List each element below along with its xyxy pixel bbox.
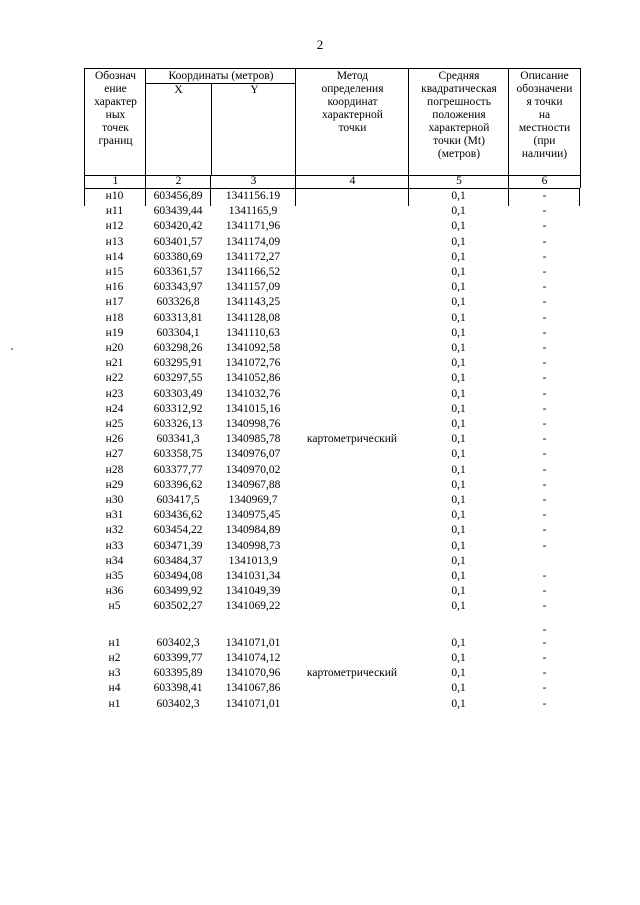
x-coordinate-cell: 603471,39 bbox=[153, 539, 203, 552]
accuracy-cell: 0,1 bbox=[451, 697, 466, 710]
accuracy-cell: 0,1 bbox=[451, 281, 466, 294]
accuracy-cell: 0,1 bbox=[451, 554, 466, 567]
header-description bbox=[508, 68, 581, 177]
y-coordinate-cell: 1341156.19 bbox=[225, 190, 281, 202]
x-coordinate-cell: 603298,26 bbox=[153, 342, 203, 354]
y-coordinate-cell: 1341171,96 bbox=[225, 220, 281, 233]
description-cell: - bbox=[542, 600, 547, 613]
header-accuracy bbox=[408, 68, 509, 177]
y-coordinate-cell: 1341067,86 bbox=[225, 682, 281, 695]
description-cell: - bbox=[542, 402, 547, 415]
scan-speck bbox=[11, 348, 13, 350]
point-id-cell: н35 bbox=[105, 570, 124, 582]
y-coordinate-cell: 1341110,63 bbox=[226, 326, 280, 339]
description-cell: - bbox=[542, 296, 547, 309]
x-coordinate-cell: 603361,57 bbox=[153, 266, 203, 278]
accuracy-cell: 0,1 bbox=[451, 296, 466, 309]
header-line: обозначени bbox=[516, 83, 573, 95]
accuracy-cell: 0,1 bbox=[451, 387, 466, 400]
header-line: Описание bbox=[520, 70, 569, 82]
table-row bbox=[84, 447, 580, 462]
description-cell: - bbox=[542, 372, 547, 385]
accuracy-cell: 0,1 bbox=[451, 539, 466, 552]
accuracy-cell: 0,1 bbox=[451, 250, 466, 263]
header-x: X bbox=[174, 84, 183, 96]
header-line: точек bbox=[102, 122, 129, 134]
description-cell: - bbox=[542, 463, 547, 476]
y-coordinate-cell: 1341174,09 bbox=[225, 235, 281, 248]
header-line: точки bbox=[338, 122, 367, 134]
accuracy-cell: 0,1 bbox=[451, 357, 466, 370]
accuracy-cell: 0,1 bbox=[451, 235, 466, 248]
header-line: (при bbox=[533, 135, 556, 147]
description-cell: - bbox=[542, 570, 547, 582]
table-row bbox=[84, 417, 580, 432]
y-coordinate-cell: 1341071,01 bbox=[225, 697, 281, 710]
description-cell: - bbox=[542, 433, 547, 446]
table-row bbox=[84, 478, 580, 493]
description-cell: - bbox=[542, 342, 547, 354]
header-point-designation bbox=[84, 68, 146, 177]
description-cell: - bbox=[542, 524, 547, 537]
description-cell: - bbox=[542, 494, 547, 506]
table-row bbox=[84, 569, 580, 584]
x-coordinate-cell: 603502,27 bbox=[153, 600, 203, 613]
table-row bbox=[84, 250, 580, 265]
header-line: ение bbox=[104, 83, 127, 95]
description-cell: - bbox=[542, 311, 547, 324]
y-coordinate-cell: 1341166,52 bbox=[225, 266, 281, 278]
table-row bbox=[84, 636, 580, 651]
description-cell: - bbox=[542, 235, 547, 248]
table-row bbox=[84, 508, 580, 523]
x-coordinate-cell: 603484,37 bbox=[153, 554, 203, 567]
point-id-cell: н32 bbox=[105, 524, 124, 537]
y-coordinate-cell: 1340984,89 bbox=[225, 524, 281, 537]
table-row bbox=[84, 280, 580, 295]
y-coordinate-cell: 1341032,76 bbox=[225, 387, 281, 400]
header-line: Обознач bbox=[94, 70, 137, 82]
x-coordinate-cell: 603396,62 bbox=[153, 478, 203, 491]
y-coordinate-cell: 1341069,22 bbox=[225, 600, 281, 613]
y-coordinate-cell: 1341128,08 bbox=[225, 311, 281, 324]
table-row bbox=[84, 235, 580, 250]
y-coordinate-cell: 1340976,07 bbox=[225, 448, 281, 461]
table-row bbox=[84, 463, 580, 478]
point-id-cell: н15 bbox=[105, 266, 124, 278]
table-row bbox=[84, 387, 580, 402]
description-cell: - bbox=[542, 539, 547, 552]
description-cell: - bbox=[542, 478, 547, 491]
x-coordinate-cell: 603417,5 bbox=[156, 494, 200, 506]
y-coordinate-cell: 1341092,58 bbox=[225, 342, 281, 354]
header-line: характерной bbox=[428, 122, 490, 134]
table-row bbox=[84, 599, 580, 614]
accuracy-cell: 0,1 bbox=[451, 205, 466, 218]
accuracy-cell: 0,1 bbox=[451, 266, 466, 278]
header-method bbox=[295, 68, 409, 177]
table-row bbox=[84, 539, 580, 554]
point-id-cell: н3 bbox=[108, 667, 121, 680]
table-row bbox=[84, 189, 580, 204]
point-id-cell: н30 bbox=[105, 494, 124, 506]
point-id-cell: н26 bbox=[105, 433, 124, 446]
table-row bbox=[84, 432, 580, 447]
x-coordinate-cell: 603343,97 bbox=[153, 281, 203, 294]
header-line: положения bbox=[432, 109, 486, 121]
x-coordinate-cell: 603399,77 bbox=[153, 652, 203, 664]
header-line: определения bbox=[321, 83, 384, 95]
accuracy-cell: 0,1 bbox=[451, 190, 466, 202]
point-id-cell: н23 bbox=[105, 387, 124, 400]
header-line: на bbox=[538, 109, 551, 121]
description-cell: - bbox=[542, 357, 547, 370]
description-cell: - bbox=[542, 509, 547, 522]
table-row bbox=[84, 341, 580, 356]
y-coordinate-cell: 1341143,25 bbox=[225, 296, 281, 309]
point-id-cell: н14 bbox=[105, 250, 124, 263]
table-row bbox=[84, 204, 580, 219]
table-row bbox=[84, 681, 580, 696]
column-number: 3 bbox=[210, 175, 296, 188]
table-row bbox=[84, 584, 580, 599]
column-number: 1 bbox=[84, 175, 146, 188]
column-number: 2 bbox=[145, 175, 211, 188]
x-coordinate-cell: 603402,3 bbox=[156, 697, 200, 710]
x-coordinate-cell: 603420,42 bbox=[153, 220, 203, 233]
accuracy-cell: 0,1 bbox=[451, 372, 466, 385]
accuracy-cell: 0,1 bbox=[451, 524, 466, 537]
point-id-cell: н5 bbox=[108, 600, 121, 613]
description-cell: - bbox=[542, 266, 547, 278]
y-coordinate-cell: 1341013,9 bbox=[228, 554, 278, 567]
column-number: 5 bbox=[408, 175, 509, 188]
description-cell: - bbox=[542, 387, 547, 400]
header-coordinates-group bbox=[145, 68, 296, 175]
method-cell: картометрический bbox=[306, 667, 398, 680]
header-coordinates: Координаты (метров) bbox=[146, 68, 296, 84]
x-coordinate-cell: 603295,91 bbox=[153, 357, 203, 370]
description-cell: - bbox=[542, 326, 547, 339]
point-id-cell: н28 bbox=[105, 463, 124, 476]
point-id-cell: н10 bbox=[105, 190, 124, 202]
header-line: границ bbox=[98, 135, 133, 147]
x-coordinate-cell: 603358,75 bbox=[153, 448, 203, 461]
description-cell: - bbox=[542, 636, 547, 649]
header-line: Средняя bbox=[438, 70, 480, 82]
y-coordinate-cell: 1341015,16 bbox=[225, 402, 281, 415]
table-row bbox=[84, 265, 580, 280]
table-row bbox=[84, 311, 580, 326]
accuracy-cell: 0,1 bbox=[451, 448, 466, 461]
y-coordinate-cell: 1341049,39 bbox=[225, 585, 281, 598]
point-id-cell: н31 bbox=[105, 509, 124, 522]
description-cell: - bbox=[542, 448, 547, 461]
accuracy-cell: 0,1 bbox=[451, 682, 466, 695]
y-coordinate-cell: 1341071,01 bbox=[225, 636, 281, 649]
header-line: точки (Mt) bbox=[433, 135, 485, 147]
accuracy-cell: 0,1 bbox=[451, 311, 466, 324]
x-coordinate-cell: 603456,89 bbox=[153, 190, 203, 202]
header-line: я точки bbox=[526, 96, 563, 108]
y-coordinate-cell: 1340975,45 bbox=[225, 509, 281, 522]
accuracy-cell: 0,1 bbox=[451, 600, 466, 613]
accuracy-cell: 0,1 bbox=[451, 418, 466, 430]
y-coordinate-cell: 1340967,88 bbox=[225, 478, 281, 491]
x-coordinate-cell: 603454,22 bbox=[153, 524, 203, 537]
accuracy-cell: 0,1 bbox=[451, 509, 466, 522]
x-coordinate-cell: 603303,49 bbox=[153, 387, 203, 400]
column-number: 4 bbox=[295, 175, 409, 188]
point-id-cell: н13 bbox=[105, 235, 124, 248]
accuracy-cell: 0,1 bbox=[451, 220, 466, 233]
accuracy-cell: 0,1 bbox=[451, 570, 466, 582]
header-line: характер bbox=[94, 96, 137, 108]
header-line: (метров) bbox=[437, 148, 481, 160]
y-coordinate-cell: 1340970,02 bbox=[225, 463, 281, 476]
description-cell: - bbox=[542, 190, 547, 202]
point-id-cell: н2 bbox=[108, 652, 121, 664]
accuracy-cell: 0,1 bbox=[451, 342, 466, 354]
table-row bbox=[84, 295, 580, 310]
point-id-cell: н34 bbox=[105, 554, 124, 567]
point-id-cell: н1 bbox=[108, 636, 121, 649]
x-coordinate-cell: 603499,92 bbox=[153, 585, 203, 598]
y-coordinate-cell: 1341172,27 bbox=[225, 250, 281, 263]
page-number: 2 bbox=[316, 37, 324, 52]
point-id-cell: н22 bbox=[105, 372, 124, 385]
x-coordinate-cell: 603402,3 bbox=[156, 636, 200, 649]
table-header bbox=[84, 68, 579, 175]
y-coordinate-cell: 1340998,76 bbox=[225, 418, 281, 430]
point-id-cell: н18 bbox=[105, 311, 124, 324]
point-id-cell: н21 bbox=[105, 357, 124, 370]
x-coordinate-cell: 603313,81 bbox=[153, 311, 203, 324]
y-coordinate-cell: 1341072,76 bbox=[225, 357, 281, 370]
x-coordinate-cell: 603398,41 bbox=[153, 682, 203, 695]
accuracy-cell: 0,1 bbox=[451, 652, 466, 664]
x-coordinate-cell: 603494,08 bbox=[153, 570, 203, 582]
description-cell: - bbox=[542, 220, 547, 233]
point-id-cell: н1 bbox=[108, 697, 121, 710]
point-id-cell: н17 bbox=[105, 296, 124, 309]
description-cell: - bbox=[542, 682, 547, 695]
point-id-cell: н16 bbox=[105, 281, 124, 294]
description-cell: - bbox=[542, 697, 547, 710]
description-cell: - bbox=[542, 250, 547, 263]
description-cell: - bbox=[542, 623, 547, 636]
table-row bbox=[84, 356, 580, 371]
method-cell: картометрический bbox=[306, 433, 398, 446]
table-row bbox=[84, 697, 580, 712]
x-coordinate-cell: 603297,55 bbox=[153, 372, 203, 385]
table-row bbox=[84, 651, 580, 666]
description-cell: - bbox=[542, 652, 547, 664]
column-number: 6 bbox=[508, 175, 581, 188]
y-coordinate-cell: 1341031,34 bbox=[225, 570, 281, 582]
accuracy-cell: 0,1 bbox=[451, 636, 466, 649]
x-coordinate-cell: 603326,8 bbox=[156, 296, 200, 309]
point-id-cell: н29 bbox=[105, 478, 124, 491]
y-coordinate-cell: 1340985,78 bbox=[225, 433, 281, 446]
description-cell: - bbox=[542, 205, 547, 218]
column-numbers-row bbox=[84, 175, 580, 188]
point-id-cell: н25 bbox=[105, 418, 124, 430]
table-row bbox=[84, 371, 580, 386]
y-coordinate-cell: 1340969,7 bbox=[228, 494, 278, 506]
header-y: Y bbox=[211, 84, 297, 175]
header-line: квадратическая bbox=[421, 83, 497, 95]
y-coordinate-cell: 1341052,86 bbox=[225, 372, 281, 385]
x-coordinate-cell: 603377,77 bbox=[153, 463, 203, 476]
x-coordinate-cell: 603436,62 bbox=[153, 509, 203, 522]
x-coordinate-cell: 603326,13 bbox=[153, 418, 203, 430]
description-cell: - bbox=[542, 281, 547, 294]
point-id-cell: н4 bbox=[108, 682, 121, 695]
table-row bbox=[84, 326, 580, 341]
x-coordinate-cell: 603312,92 bbox=[153, 402, 203, 415]
accuracy-cell: 0,1 bbox=[451, 433, 466, 446]
table-row bbox=[84, 554, 580, 569]
point-id-cell: н20 bbox=[105, 342, 124, 354]
header-line: координат bbox=[327, 96, 378, 108]
point-id-cell: н24 bbox=[105, 402, 124, 415]
x-coordinate-cell: 603304,1 bbox=[156, 326, 200, 339]
description-cell: - bbox=[542, 667, 547, 680]
point-id-cell: н33 bbox=[105, 539, 124, 552]
x-coordinate-cell: 603401,57 bbox=[153, 235, 203, 248]
table-row bbox=[84, 402, 580, 417]
table-row bbox=[84, 493, 580, 508]
point-id-cell: н12 bbox=[105, 220, 124, 233]
header-line: погрешность bbox=[427, 96, 491, 108]
y-coordinate-cell: 1341070,96 bbox=[225, 667, 281, 680]
x-coordinate-cell: 603439,44 bbox=[153, 205, 203, 218]
y-coordinate-cell: 1341157,09 bbox=[225, 281, 281, 294]
header-line: ных bbox=[105, 109, 126, 121]
y-coordinate-cell: 1341074,12 bbox=[225, 652, 281, 664]
x-coordinate-cell: 603341,3 bbox=[156, 433, 200, 446]
accuracy-cell: 0,1 bbox=[451, 463, 466, 476]
table-row bbox=[84, 219, 580, 234]
accuracy-cell: 0,1 bbox=[451, 667, 466, 680]
accuracy-cell: 0,1 bbox=[451, 402, 466, 415]
accuracy-cell: 0,1 bbox=[451, 494, 466, 506]
point-id-cell: н19 bbox=[105, 326, 124, 339]
header-line: характерной bbox=[322, 109, 383, 121]
accuracy-cell: 0,1 bbox=[451, 326, 466, 339]
header-top-rule bbox=[84, 68, 580, 69]
description-cell: - bbox=[542, 418, 547, 430]
header-line: наличии) bbox=[521, 148, 568, 160]
point-id-cell: н36 bbox=[105, 585, 124, 598]
header-line: местности bbox=[518, 122, 571, 134]
x-coordinate-cell: 603395,89 bbox=[153, 667, 203, 680]
table-row bbox=[84, 523, 580, 538]
x-coordinate-cell: 603380,69 bbox=[153, 250, 203, 263]
point-id-cell: н11 bbox=[105, 205, 124, 218]
y-coordinate-cell: 1341165,9 bbox=[228, 205, 278, 218]
point-id-cell: н27 bbox=[105, 448, 124, 461]
accuracy-cell: 0,1 bbox=[451, 585, 466, 598]
accuracy-cell: 0,1 bbox=[451, 478, 466, 491]
header-line: Метод bbox=[336, 70, 369, 82]
table-row bbox=[84, 666, 580, 681]
description-cell: - bbox=[542, 585, 547, 598]
y-coordinate-cell: 1340998,73 bbox=[225, 539, 281, 552]
